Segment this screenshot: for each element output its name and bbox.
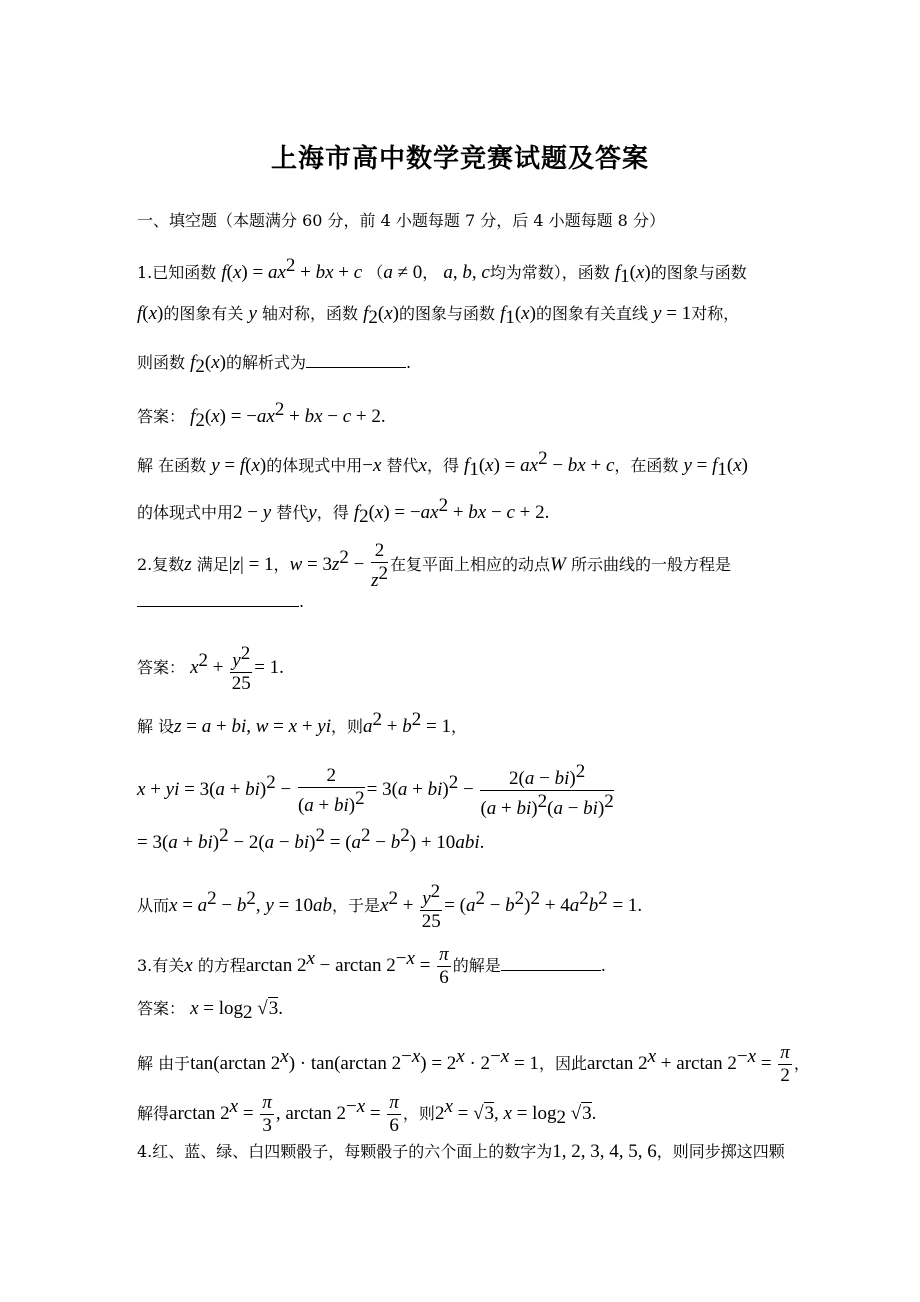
q1-solution-line-2: 的体现式中用2 − y 替代y，得 $f_2(x) = -ax^2$ + bx − c + 2. [137, 495, 550, 527]
q2-answer-blank [137, 606, 299, 607]
q2-answer: 答案： $x^2$ + $\frac{y^2}{25}$ = 1. [137, 642, 284, 694]
page-title: 上海市高中数学竞赛试题及答案 [270, 144, 649, 174]
q3-solution-line-2: 解得$\arctan 2^x$ = $\frac{\pi}{3}$ , $\arctan 2^{-x}$ = $\frac{\pi}{6}$ ，则$2^x = √3$, $x = \log_2 √3$. [137, 1092, 597, 1136]
q4-line-1: 4.红、蓝、绿、白四颗骰子，每颗骰子的六个面上的数字为1, 2, 3, 4, 5, 6，则同步掷这四颗 [137, 1141, 785, 1162]
section-header: 一、填空题（本题满分 60 分，前 4 小题每题 7 分，后 4 小题每题 8 分） [137, 211, 665, 230]
q3-answer: 答案： $x = \log_2 √3$. [137, 998, 283, 1023]
q2-solution-setup: 解 设z = a + bi, w = x + yi，则$a^2 + b^2 = 1$， [137, 709, 467, 737]
q1-answer: 答案： $f_2(x) = -ax^2$ + bx − c + 2. [137, 399, 386, 431]
q1-answer-blank [306, 367, 406, 368]
q2-conclusion: 从而$x = a^2 - b^2$, y = 10ab，于是$x^2$ + $\frac{y^2}{25}$ = $(a^2 - b^2)^2 + 4a^2b^2 = 1$. [137, 880, 643, 932]
q2-equation-line-2: = $3(a + bi)^2 - 2(a - bi)^2 = (a^2 - b^2) + 10abi$. [137, 825, 485, 853]
q2-line-1: 2.复数z 满足|z| = 1，$w = 3z^2$ − $\frac{2}{z^2}$ 在复平面上相应的动点W 所示曲线的一般方程是 [137, 539, 731, 591]
q1-solution-line-1: 解 在函数 y = f(x)的体现式中用−x 替代x，得 $f_1(x) = ax^2$ − bx + c，在函数 $y = f_1(x)$ [137, 448, 748, 480]
q3-solution-line-1: 解 由于tan(arctan $2^x) \cdot \tan(\arctan$ $2^{-x}) = 2^x \cdot 2^{-x} = 1$，因此$\arctan 2^x + \arctan 2^{-x}$ = $\frac{\pi}{2}$ ， [137, 1042, 810, 1086]
q1-line-2: f(x)的图象有关 y 轴对称，函数 $f_2(x)$的图象与函数 $f_1(x)$的图象有关直线 y = 1对称， [137, 303, 740, 328]
q3-line-1: 3.有关x 的方程$\arctan 2^x - \arctan 2^{-x}$ = $\frac{\pi}{6}$ 的解是 . [137, 944, 606, 988]
q2-line-2: . [137, 588, 304, 616]
q2-equation-line-1: x + yi = 3(a + bi)$^2$ − $\frac{2}{(a + bi)^2}$ = 3(a + bi)$^2$ − $\frac{2(a - bi)^2}{(a + bi)^2(a - bi)^2}$ [137, 761, 614, 819]
q1-line-1: 1.已知函数 $f(x) = ax^2$ + bx + c （a ≠ 0， a, b, c均为常数），函数 $f_1(x)$的图象与函数 [137, 255, 747, 287]
q1-line-3: 则函数 $f_2(x)$的解析式为 . [137, 352, 412, 377]
q3-answer-blank [501, 970, 601, 971]
